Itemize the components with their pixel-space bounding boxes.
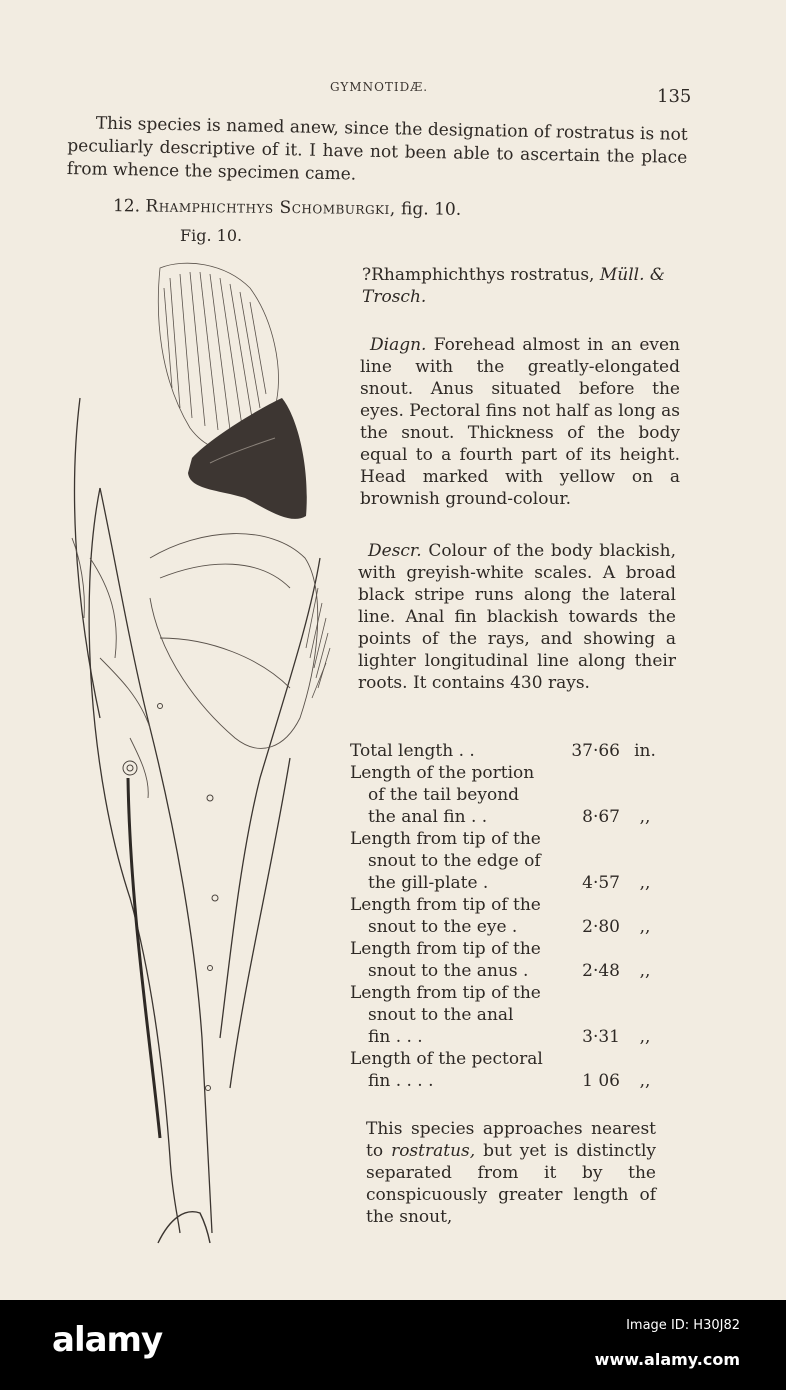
- measurement-label-line: snout to the edge of: [368, 851, 541, 871]
- measurement-unit: ,,: [639, 917, 651, 937]
- species-name: Rhamphichthys Schomburgki,: [145, 196, 396, 220]
- measurement-unit: ,,: [639, 1027, 651, 1047]
- measurement-row: [350, 828, 680, 894]
- site-link[interactable]: www.alamy.com: [594, 1350, 740, 1369]
- measurement-label-line: fin . . . .: [368, 1071, 434, 1091]
- measurement-label-line: of the tail beyond: [368, 785, 520, 805]
- measurement-value: 2·48: [582, 961, 620, 981]
- measurement-unit: in.: [634, 741, 656, 761]
- measurement-label-line: Length from tip of the: [350, 939, 541, 959]
- fin-rays-icon: [306, 588, 330, 698]
- measurement-label-line: the anal fin . .: [368, 807, 488, 827]
- synonym-block: [362, 264, 692, 308]
- measurement-value: 37·66: [571, 741, 620, 761]
- measurement-label-line: snout to the eye .: [368, 917, 518, 937]
- description-label: Descr.: [368, 541, 422, 561]
- measurement-row: [350, 938, 680, 982]
- species-number: 12.: [112, 196, 141, 217]
- page-number: 135: [657, 86, 692, 107]
- measurement-label-line: Total length . .: [350, 741, 475, 761]
- fish-head-illustration: [60, 258, 350, 1258]
- footer-bar: [0, 1300, 786, 1390]
- description-text: Colour of the body blackish, with greyish-white scales. A broad black stripe runs along the lateral line. Anal fin blackish towards the points of the rays, and showing a lighter longitudinal line along their roots. It contains 430 rays.: [358, 541, 676, 693]
- measurement-label: [350, 982, 550, 1048]
- measurement-label-line: Length from tip of the: [350, 983, 541, 1003]
- synonym-authority: Müll. & Trosch.: [362, 265, 666, 307]
- diagnosis-paragraph: [360, 334, 680, 510]
- synonym-name: ?Rhamphichthys rostratus,: [362, 265, 595, 285]
- measurement-label: [350, 762, 550, 828]
- measurement-value: 8·67: [582, 807, 620, 827]
- measurement-label: [350, 894, 550, 938]
- measurement-label-line: snout to the anus .: [368, 961, 529, 981]
- snout-tip-icon: [158, 1212, 210, 1243]
- closing-paragraph: [366, 1118, 656, 1228]
- measurement-unit: ,,: [639, 873, 651, 893]
- measurement-label-line: Length of the pectoral: [350, 1049, 543, 1069]
- intro-paragraph: [67, 112, 688, 193]
- measurement-label: [350, 828, 550, 894]
- closing-text-after: but yet is distinctly separated from it by the conspicuously greater length of the snout,: [366, 1141, 657, 1227]
- measurement-value: 1 06: [582, 1071, 620, 1091]
- diagnosis-label: Diagn.: [370, 335, 427, 355]
- measurement-label-line: Length from tip of the: [350, 829, 541, 849]
- dark-lobe-icon: [188, 398, 307, 519]
- measurement-unit: ,,: [639, 807, 651, 827]
- measurement-label: [350, 938, 550, 982]
- measurements-table: [350, 740, 680, 1092]
- measurement-label-line: Length from tip of the: [350, 895, 541, 915]
- diagnosis-text: Forehead almost in an even line with the greatly-elongated snout. Anus situated before the eyes. Pectoral fins not half as long as the snout. Thickness of the body equal to a fourth part of its height. Head marked with yellow on a brownish ground-colour.: [360, 335, 680, 509]
- measurement-label: [350, 740, 550, 762]
- snout-outline-icon: [75, 398, 320, 1233]
- measurement-unit: ,,: [639, 961, 651, 981]
- pores-icon: [123, 704, 218, 1091]
- measurement-value: 2·80: [582, 917, 620, 937]
- description-paragraph: [358, 540, 676, 694]
- measurement-value: 3·31: [582, 1027, 620, 1047]
- running-head: GYMNOTIDÆ.: [330, 80, 429, 94]
- measurement-row: [350, 762, 680, 828]
- brand-logo[interactable]: alamy: [52, 1320, 163, 1360]
- closing-italic: rostratus,: [391, 1141, 476, 1161]
- measurement-row: [350, 740, 680, 762]
- closing-text-before: This species approaches nearest to: [366, 1119, 656, 1161]
- intro-text: This species is named anew, since the designation of rostratus is not peculiarly descriptive of it. I have not been able to ascertain the place from whence the specimen came.: [66, 113, 688, 185]
- measurement-value: 4·57: [582, 873, 620, 893]
- image-id-label: Image ID: H30J82: [626, 1318, 740, 1333]
- figure-label: Fig. 10.: [180, 226, 243, 245]
- measurement-row: [350, 894, 680, 938]
- measurement-row: [350, 982, 680, 1048]
- measurement-unit: ,,: [639, 1071, 651, 1091]
- measurement-label-line: fin . . .: [368, 1027, 423, 1047]
- species-heading: [113, 196, 461, 220]
- species-fig-ref: fig. 10.: [400, 199, 462, 220]
- measurement-label: [350, 1048, 550, 1092]
- measurement-label-line: the gill-plate .: [368, 873, 489, 893]
- measurement-label-line: Length of the portion: [350, 763, 535, 783]
- measurement-row: [350, 1048, 680, 1092]
- body-plates-icon: [72, 534, 318, 798]
- measurement-label-line: snout to the anal: [368, 1005, 514, 1025]
